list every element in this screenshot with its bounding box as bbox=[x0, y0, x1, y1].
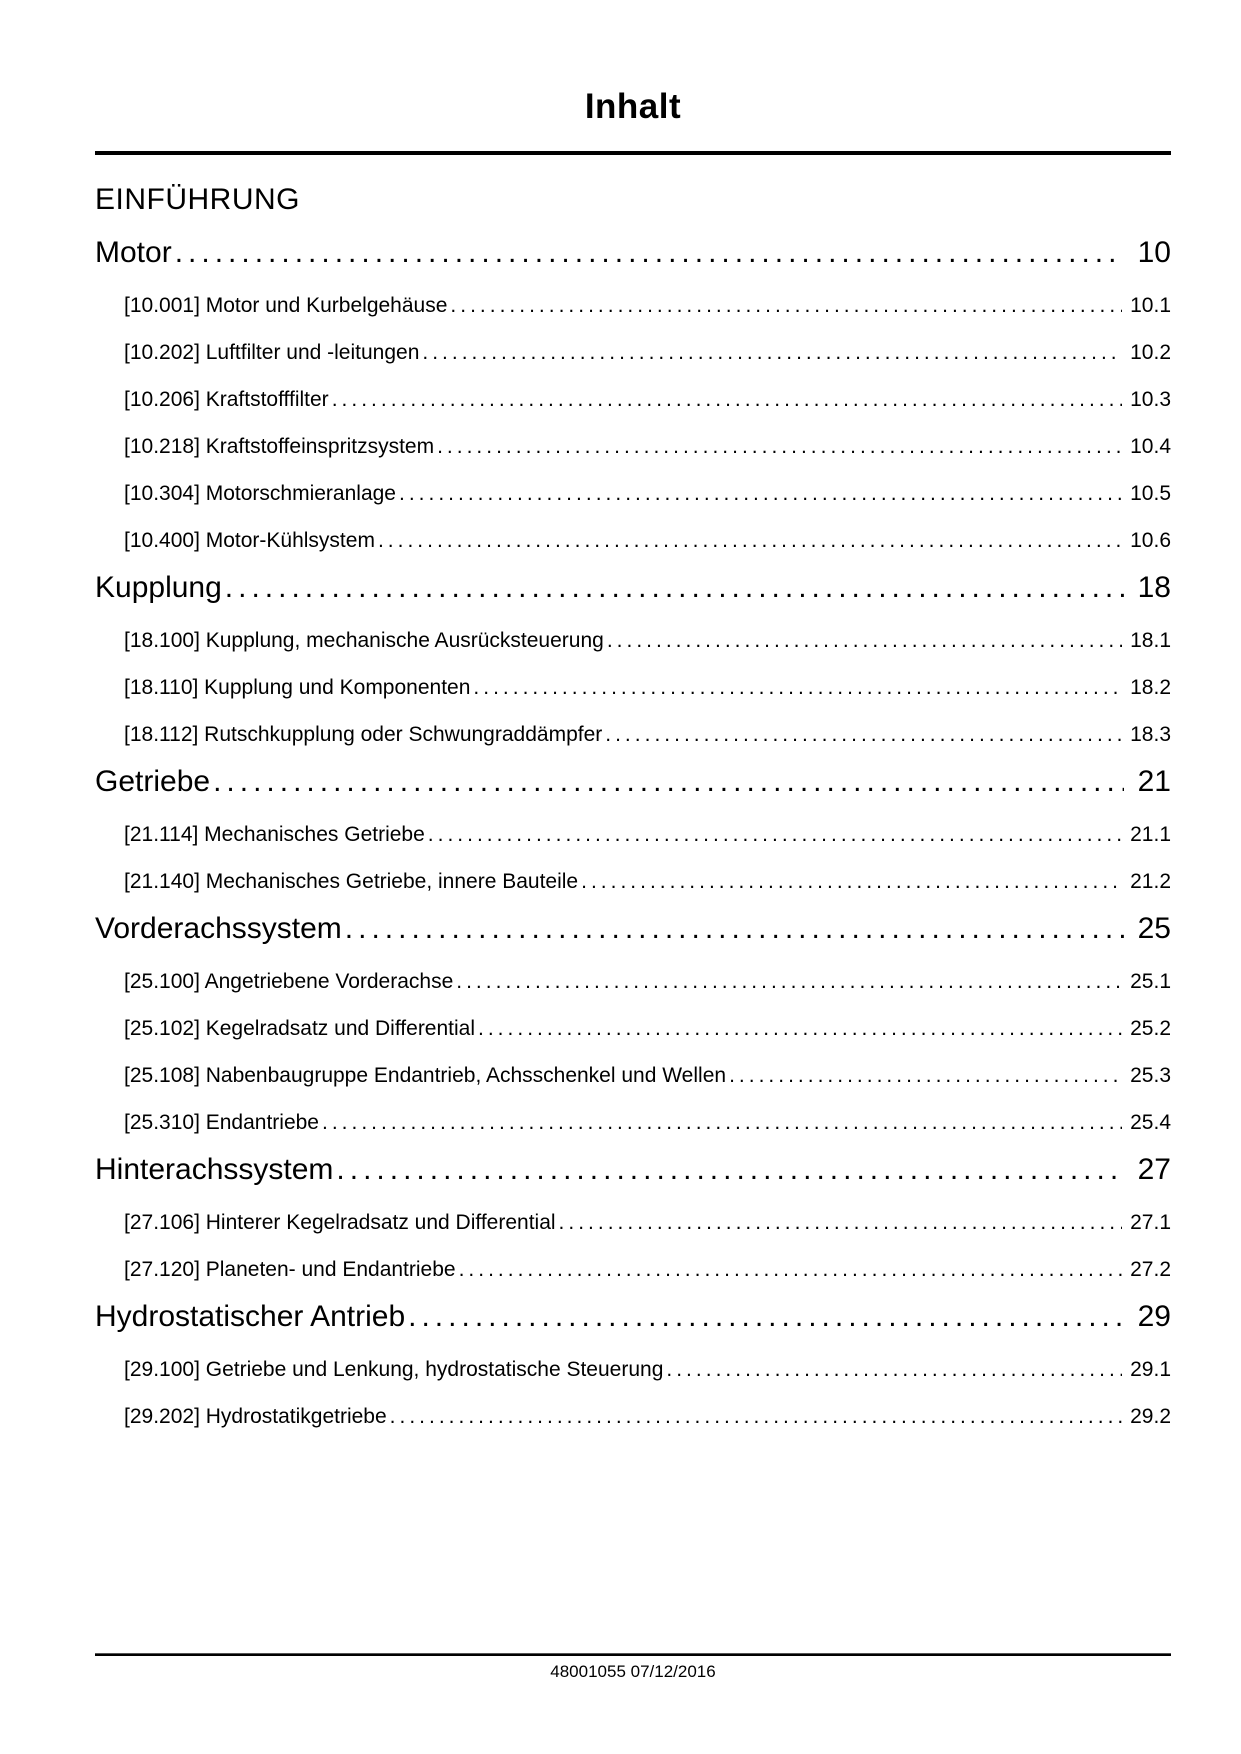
dot-leader bbox=[336, 1152, 1123, 1188]
table-of-contents bbox=[95, 182, 1171, 1429]
toc-item-page-number: 10.3 bbox=[1130, 388, 1171, 411]
dot-leader bbox=[607, 628, 1122, 653]
toc-section-page-number: 27 bbox=[1137, 1153, 1171, 1186]
toc-item-row bbox=[124, 675, 1171, 700]
toc-item-row bbox=[124, 1063, 1171, 1088]
toc-item-row bbox=[124, 1404, 1171, 1429]
toc-item-page-number: 10.1 bbox=[1130, 294, 1171, 317]
toc-item-label: [18.112] Rutschkupplung oder Schwungraddämpfer bbox=[124, 723, 603, 746]
toc-item-row bbox=[124, 387, 1171, 412]
toc-section-page-number: 29 bbox=[1137, 1300, 1171, 1333]
toc-item-page-number: 21.1 bbox=[1130, 823, 1171, 846]
toc-item-label: [10.218] Kraftstoffeinspritzsystem bbox=[124, 435, 435, 458]
dot-leader bbox=[399, 481, 1122, 506]
dot-leader bbox=[378, 528, 1122, 553]
toc-item-page-number: 25.1 bbox=[1130, 970, 1171, 993]
toc-sections bbox=[95, 235, 1171, 1429]
toc-item-page-number: 10.2 bbox=[1130, 341, 1171, 364]
dot-leader bbox=[459, 1257, 1123, 1282]
toc-item-label: [10.304] Motorschmieranlage bbox=[124, 482, 396, 505]
toc-section-row bbox=[95, 911, 1171, 947]
toc-item-label: [21.114] Mechanisches Getriebe bbox=[124, 823, 425, 846]
toc-item-label: [25.310] Endantriebe bbox=[124, 1111, 319, 1134]
toc-section bbox=[95, 1152, 1171, 1282]
toc-section-label: Hydrostatischer Antrieb bbox=[95, 1300, 406, 1333]
dot-leader bbox=[559, 1210, 1123, 1235]
toc-intro-heading: EINFÜHRUNG bbox=[95, 183, 300, 216]
dot-leader bbox=[478, 1016, 1122, 1041]
toc-item-label: [21.140] Mechanisches Getriebe, innere Bauteile bbox=[124, 870, 579, 893]
toc-item-label: [29.202] Hydrostatikgetriebe bbox=[124, 1405, 387, 1428]
toc-item-page-number: 25.4 bbox=[1130, 1111, 1171, 1134]
toc-item-page-number: 18.2 bbox=[1130, 676, 1171, 699]
toc-item-label: [25.108] Nabenbaugruppe Endantrieb, Achsschenkel und Wellen bbox=[124, 1064, 727, 1087]
toc-item-page-number: 10.6 bbox=[1130, 529, 1171, 552]
toc-item-label: [18.100] Kupplung, mechanische Ausrücksteuerung bbox=[124, 629, 604, 652]
toc-item-page-number: 25.2 bbox=[1130, 1017, 1171, 1040]
toc-section-row bbox=[95, 235, 1171, 271]
toc-item-row bbox=[124, 528, 1171, 553]
toc-item-label: [10.001] Motor und Kurbelgehäuse bbox=[124, 294, 448, 317]
toc-item-row bbox=[124, 1210, 1171, 1235]
footer-rule bbox=[95, 1653, 1171, 1656]
toc-item-label: [27.120] Planeten- und Endantriebe bbox=[124, 1258, 456, 1281]
toc-item-row bbox=[124, 1357, 1171, 1382]
toc-item-page-number: 25.3 bbox=[1130, 1064, 1171, 1087]
toc-item-row bbox=[124, 722, 1171, 747]
toc-section bbox=[95, 235, 1171, 553]
dot-leader bbox=[213, 764, 1124, 800]
title-rule bbox=[95, 151, 1171, 155]
toc-section bbox=[95, 764, 1171, 894]
dot-leader bbox=[456, 969, 1122, 994]
toc-section bbox=[95, 911, 1171, 1135]
dot-leader bbox=[729, 1063, 1122, 1088]
dot-leader bbox=[225, 570, 1124, 606]
toc-item-page-number: 27.2 bbox=[1130, 1258, 1171, 1281]
toc-section-items bbox=[95, 822, 1171, 894]
toc-item-page-number: 29.2 bbox=[1130, 1405, 1171, 1428]
toc-item-page-number: 10.5 bbox=[1130, 482, 1171, 505]
toc-item-label: [25.102] Kegelradsatz und Differential bbox=[124, 1017, 476, 1040]
dot-leader bbox=[450, 293, 1122, 318]
toc-section-items bbox=[95, 969, 1171, 1135]
dot-leader bbox=[581, 869, 1122, 894]
toc-item-page-number: 29.1 bbox=[1130, 1358, 1171, 1381]
toc-section-page-number: 10 bbox=[1137, 236, 1171, 269]
toc-item-row bbox=[124, 1257, 1171, 1282]
page-title: Inhalt bbox=[584, 87, 682, 126]
toc-section-page-number: 18 bbox=[1137, 571, 1171, 604]
toc-section-label: Kupplung bbox=[95, 571, 222, 604]
toc-item-row bbox=[124, 628, 1171, 653]
toc-item-label: [27.106] Hinterer Kegelradsatz und Differential bbox=[124, 1211, 556, 1234]
toc-section-row bbox=[95, 570, 1171, 606]
toc-section-row bbox=[95, 764, 1171, 800]
toc-item-page-number: 10.4 bbox=[1130, 435, 1171, 458]
toc-section-label: Getriebe bbox=[95, 765, 211, 798]
toc-item-row bbox=[124, 340, 1171, 365]
toc-item-label: [25.100] Angetriebene Vorderachse bbox=[124, 970, 454, 993]
page-footer bbox=[95, 1653, 1171, 1682]
dot-leader bbox=[345, 911, 1124, 947]
toc-item-row bbox=[124, 481, 1171, 506]
toc-item-page-number: 18.1 bbox=[1130, 629, 1171, 652]
footer-text: 48001055 07/12/2016 bbox=[550, 1662, 716, 1681]
dot-leader bbox=[473, 675, 1122, 700]
toc-item-row bbox=[124, 293, 1171, 318]
dot-leader bbox=[605, 722, 1122, 747]
toc-item-row bbox=[124, 434, 1171, 459]
toc-item-row bbox=[124, 822, 1171, 847]
toc-section-row bbox=[95, 1299, 1171, 1335]
toc-section-label: Vorderachssystem bbox=[95, 912, 342, 945]
toc-item-row bbox=[124, 1110, 1171, 1135]
dot-leader bbox=[437, 434, 1122, 459]
toc-item-row bbox=[124, 869, 1171, 894]
dot-leader bbox=[175, 235, 1124, 271]
dot-leader bbox=[332, 387, 1122, 412]
dot-leader bbox=[408, 1299, 1123, 1335]
toc-item-label: [10.206] Kraftstofffilter bbox=[124, 388, 329, 411]
dot-leader bbox=[428, 822, 1122, 847]
dot-leader bbox=[666, 1357, 1122, 1382]
dot-leader bbox=[422, 340, 1122, 365]
toc-item-page-number: 21.2 bbox=[1130, 870, 1171, 893]
toc-section-items bbox=[95, 1357, 1171, 1429]
toc-item-page-number: 18.3 bbox=[1130, 723, 1171, 746]
toc-section-page-number: 25 bbox=[1137, 912, 1171, 945]
toc-item-label: [10.400] Motor-Kühlsystem bbox=[124, 529, 375, 552]
toc-section-label: Hinterachssystem bbox=[95, 1153, 334, 1186]
toc-section bbox=[95, 570, 1171, 747]
toc-item-label: [10.202] Luftfilter und -leitungen bbox=[124, 341, 420, 364]
dot-leader bbox=[322, 1110, 1122, 1135]
toc-item-row bbox=[124, 1016, 1171, 1041]
toc-item-label: [18.110] Kupplung und Komponenten bbox=[124, 676, 471, 699]
toc-section-items bbox=[95, 628, 1171, 747]
toc-section-items bbox=[95, 293, 1171, 553]
toc-item-row bbox=[124, 969, 1171, 994]
toc-section-items bbox=[95, 1210, 1171, 1282]
toc-section bbox=[95, 1299, 1171, 1429]
toc-item-page-number: 27.1 bbox=[1130, 1211, 1171, 1234]
toc-section-page-number: 21 bbox=[1137, 765, 1171, 798]
toc-item-label: [29.100] Getriebe und Lenkung, hydrostatische Steuerung bbox=[124, 1358, 664, 1381]
toc-section-row bbox=[95, 1152, 1171, 1188]
toc-section-label: Motor bbox=[95, 236, 172, 269]
dot-leader bbox=[390, 1404, 1122, 1429]
